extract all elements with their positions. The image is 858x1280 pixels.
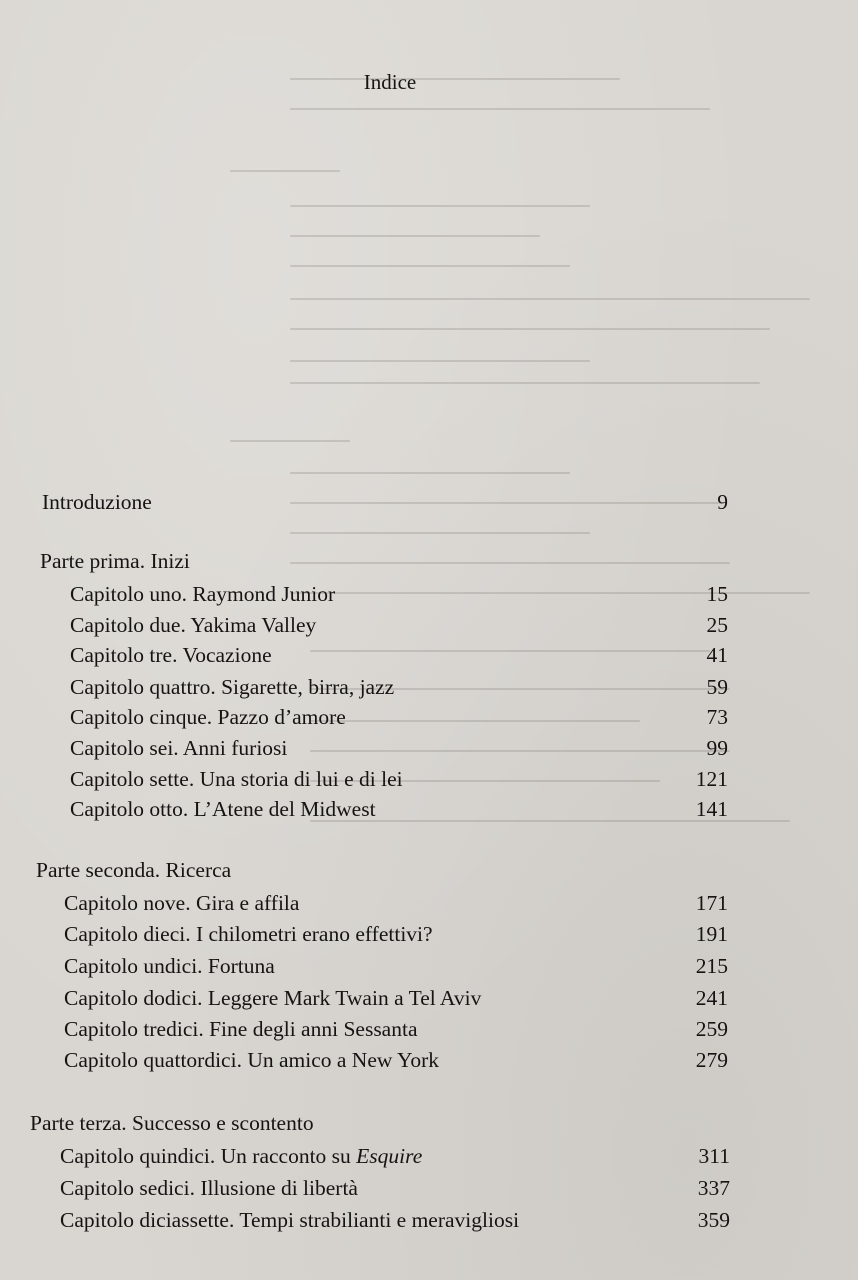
toc-entry-label: Capitolo dodici. Leggere Mark Twain a Tel Aviv [64, 986, 482, 1010]
toc-chapter[interactable] [64, 1047, 728, 1073]
toc-entry-label [60, 1143, 422, 1169]
toc-entry-page: 279 [695, 1048, 728, 1072]
toc-entry-label: Capitolo sei. Anni furiosi [70, 736, 288, 760]
toc-chapter[interactable] [70, 642, 728, 668]
toc-chapter[interactable] [64, 985, 728, 1011]
toc-entry-page: 141 [695, 797, 728, 821]
part-heading-1: Parte prima. Inizi [40, 549, 190, 573]
toc-entry-page: 99 [706, 736, 728, 760]
toc-entry-label: Capitolo tre. Vocazione [70, 643, 272, 667]
toc-entry-page: 359 [697, 1208, 730, 1232]
toc-entry-label: Capitolo diciassette. Tempi strabilianti e meravigliosi [60, 1208, 520, 1232]
toc-chapter[interactable] [64, 1016, 728, 1042]
toc-entry-page: 241 [695, 986, 728, 1010]
toc-entry-page: 337 [697, 1176, 730, 1200]
toc-entry-page: 73 [706, 705, 728, 729]
toc-entry-label: Capitolo dieci. I chilometri erano effettivi? [64, 922, 433, 946]
toc-chapter[interactable] [60, 1175, 730, 1201]
toc-chapter[interactable] [64, 890, 728, 916]
toc-entry-label: Capitolo tredici. Fine degli anni Sessanta [64, 1017, 418, 1041]
toc-entry-page: 171 [695, 891, 728, 915]
page-title: Indice [363, 70, 417, 94]
part-heading-2: Parte seconda. Ricerca [36, 858, 232, 882]
toc-entry-label: Capitolo sette. Una storia di lui e di lei [70, 767, 403, 791]
toc-entry-label: Introduzione [42, 490, 152, 514]
toc-entry-label: Capitolo due. Yakima Valley [70, 613, 317, 637]
toc-entry-page: 59 [706, 675, 728, 699]
part-heading-3: Parte terza. Successo e scontento [30, 1111, 314, 1135]
toc-chapter[interactable] [60, 1143, 730, 1169]
toc-entry-page: 191 [695, 922, 728, 946]
toc-chapter[interactable] [70, 581, 728, 607]
toc-entry-label: Capitolo uno. Raymond Junior [70, 582, 336, 606]
toc-entry-page: 25 [706, 613, 728, 637]
toc-entry-page: 9 [717, 490, 728, 514]
toc-entry-page: 15 [706, 582, 728, 606]
toc-chapter[interactable] [70, 796, 728, 822]
toc-entry-label: Capitolo otto. L’Atene del Midwest [70, 797, 376, 821]
toc-chapter[interactable] [70, 612, 728, 638]
toc-entry-label-text: Capitolo quindici. Un racconto su [60, 1144, 351, 1168]
toc-entry-page: 259 [695, 1017, 728, 1041]
toc-chapter[interactable] [70, 766, 728, 792]
toc-chapter[interactable] [60, 1207, 730, 1233]
toc-entry-label: Capitolo undici. Fortuna [64, 954, 275, 978]
toc-entry-page: 311 [698, 1144, 730, 1168]
magazine-title: Esquire [356, 1144, 423, 1168]
toc-chapter[interactable] [64, 921, 728, 947]
toc-entry-label: Capitolo nove. Gira e affila [64, 891, 300, 915]
toc-entry-page: 121 [695, 767, 728, 791]
toc-entry-label: Capitolo quattro. Sigarette, birra, jazz [70, 675, 395, 699]
toc-entry-label: Capitolo sedici. Illusione di libertà [60, 1176, 358, 1200]
toc-chapter[interactable] [70, 735, 728, 761]
toc-chapter[interactable] [70, 674, 728, 700]
toc-chapter[interactable] [64, 953, 728, 979]
toc-entry-label: Capitolo cinque. Pazzo d’amore [70, 705, 346, 729]
toc-entry-page: 41 [706, 643, 728, 667]
toc-chapter[interactable] [70, 704, 728, 730]
toc-introduction[interactable] [42, 489, 728, 515]
toc-entry-page: 215 [695, 954, 728, 978]
toc-entry-label: Capitolo quattordici. Un amico a New York [64, 1048, 440, 1072]
